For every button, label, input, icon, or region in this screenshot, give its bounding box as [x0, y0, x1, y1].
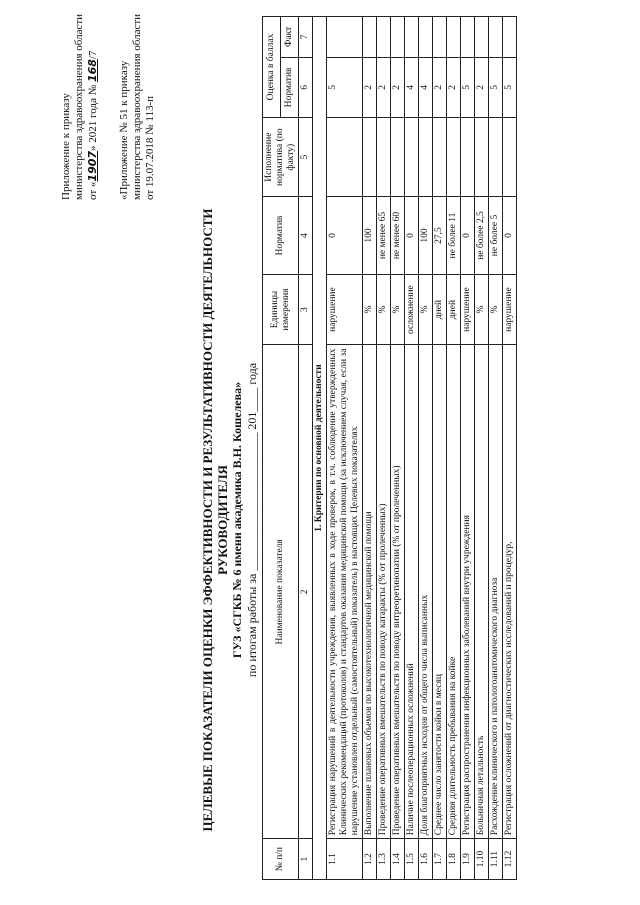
row-execution [475, 117, 489, 196]
row-score-norm: 2 [377, 57, 391, 117]
row-norm: 100 [419, 197, 433, 274]
prev-line-1: «Приложение № 51 к приказу [118, 60, 130, 200]
col-header-exec: Исполнение норматива (по факту) [263, 117, 299, 196]
row-score-norm: 5 [503, 57, 517, 117]
appendix-line-3 [86, 10, 100, 200]
col-number: 5 [299, 117, 313, 196]
row-number: 1.2 [363, 839, 377, 880]
row-indicator-name: Регистрация нарушений в деятельности учреждения, выявленных в ходе проверок, в т.ч. соблюдение утвержденных Клинических рекомендаций (протоколов) и стандартов оказания медицинской помощи (за исключением случая, если за нарушение установлен отдельный (самостоятельный) показатель) в настоящих Целевых показателях [327, 345, 363, 839]
row-execution [489, 117, 503, 196]
row-execution [461, 117, 475, 196]
row-score-norm: 2 [391, 57, 405, 117]
row-score-fact [419, 17, 433, 58]
row-unit: % [475, 274, 489, 345]
row-score-fact [433, 17, 447, 58]
indicators-table [262, 16, 517, 880]
col-header-num: № п/п [263, 839, 299, 880]
row-number: 1.12 [503, 839, 517, 880]
row-score-fact [405, 17, 419, 58]
row-execution [363, 117, 377, 196]
row-indicator-name: Среднее число занятости койки в месяц [433, 345, 447, 839]
col-header-norm: Норматив [263, 197, 299, 274]
row-execution [433, 117, 447, 196]
row-score-fact [377, 17, 391, 58]
row-score-norm: 5 [489, 57, 503, 117]
row-norm: не более 2,5 [475, 197, 489, 274]
header-row [263, 17, 281, 880]
row-unit: % [391, 274, 405, 345]
prev-line-2: министерства здравоохранения области [131, 13, 143, 200]
number-suffix: /7 [87, 50, 99, 60]
row-norm: 0 [503, 197, 517, 274]
row-execution [447, 117, 461, 196]
row-indicator-name: Расхождение клинического и патологоанатомического диагноза [489, 345, 503, 839]
table-row [363, 17, 377, 880]
row-norm: 0 [461, 197, 475, 274]
row-execution [391, 117, 405, 196]
row-score-fact [447, 17, 461, 58]
row-norm: 0 [327, 197, 363, 274]
row-number: 1.10 [475, 839, 489, 880]
row-execution [405, 117, 419, 196]
handwritten-number: 168 [86, 59, 99, 83]
row-execution [377, 117, 391, 196]
row-indicator-name: Больничная летальность [475, 345, 489, 839]
reporting-period: по итогам работы за _______________________ 201____ года [245, 362, 259, 678]
col-number: 2 [299, 345, 313, 839]
col-header-score-norm: Норматив [281, 57, 299, 117]
row-indicator-name: Наличие послеоперационных осложнений [405, 345, 419, 839]
row-score-fact [461, 17, 475, 58]
row-number: 1.5 [405, 839, 419, 880]
col-header-name: Наименование показателя [263, 345, 299, 839]
row-score-fact [489, 17, 503, 58]
date-prefix: от « [87, 181, 99, 200]
col-header-score: Оценка в баллах [263, 17, 281, 118]
row-unit: дней [447, 274, 461, 345]
row-unit: нарушение [461, 274, 475, 345]
col-header-score-fact: Факт [281, 17, 299, 58]
table-row [475, 17, 489, 880]
row-number: 1.9 [461, 839, 475, 880]
row-indicator-name: Регистрация осложнений от диагностических исследований и процедур, [503, 345, 517, 839]
row-indicator-name: Проведение оперативных вмешательств по поводу катаракты (% от пролеченных) [377, 345, 391, 839]
row-execution [419, 117, 433, 196]
row-number: 1.11 [489, 839, 503, 880]
section-title: 1. Критерии по основной деятельности [313, 17, 327, 880]
row-indicator-name: Средняя длительность пребывания на койке [447, 345, 461, 839]
table-row [433, 17, 447, 880]
row-indicator-name: Проведение оперативных вмешательств по поводу витреоретинопатии (% от пролеченных) [391, 345, 405, 839]
row-number: 1.7 [433, 839, 447, 880]
row-unit: нарушение [503, 274, 517, 345]
row-score-norm: 5 [461, 57, 475, 117]
row-unit: нарушение [327, 274, 363, 345]
handwritten-month: 07 [86, 150, 99, 167]
col-number: 4 [299, 197, 313, 274]
row-score-norm: 2 [475, 57, 489, 117]
row-unit: дней [433, 274, 447, 345]
prev-line-3: от 19.07.2018 № 113-п [144, 95, 156, 200]
row-unit: % [489, 274, 503, 345]
table-row [405, 17, 419, 880]
row-norm: не более 11 [447, 197, 461, 274]
row-score-norm: 2 [447, 57, 461, 117]
table-row [419, 17, 433, 880]
date-mid: » 2021 года № [87, 84, 99, 151]
row-number: 1.3 [377, 839, 391, 880]
row-number: 1.8 [447, 839, 461, 880]
row-indicator-name: Доля благоприятных исходов от общего числа выписанных [419, 345, 433, 839]
col-number: 1 [299, 839, 313, 880]
row-score-fact [327, 17, 363, 58]
row-norm: 27,5 [433, 197, 447, 274]
row-norm: 100 [363, 197, 377, 274]
row-score-fact [503, 17, 517, 58]
table-row [391, 17, 405, 880]
rotated-sheet [30, 0, 610, 890]
row-score-fact [475, 17, 489, 58]
section-row [313, 17, 327, 880]
row-norm: 0 [405, 197, 419, 274]
row-indicator-name: Выполнение плановых объемов по высокотехнологичной медицинской помощи [363, 345, 377, 839]
row-unit: % [363, 274, 377, 345]
row-number: 1.4 [391, 839, 405, 880]
previous-appendix-header [118, 10, 157, 200]
row-score-norm: 2 [363, 57, 377, 117]
row-norm: не менее 60 [391, 197, 405, 274]
order-appendix-header [60, 10, 100, 200]
row-score-norm: 5 [327, 57, 363, 117]
table-row [377, 17, 391, 880]
row-score-norm: 4 [405, 57, 419, 117]
row-number: 1.6 [419, 839, 433, 880]
column-numbers-row [299, 17, 313, 880]
col-number: 6 [299, 57, 313, 117]
row-unit: осложнение [405, 274, 419, 345]
institution-name: ГУЗ «СГКБ № 6 имени академика В.Н. Кошелева» [230, 381, 244, 659]
row-score-fact [391, 17, 405, 58]
row-norm: не более 5 [489, 197, 503, 274]
table-row [503, 17, 517, 880]
row-norm: не менее 65 [377, 197, 391, 274]
document-title: ЦЕЛЕВЫЕ ПОКАЗАТЕЛИ ОЦЕНКИ ЭФФЕКТИВНОСТИ И РЕЗУЛЬТАТИВНОСТИ ДЕЯТЕЛЬНОСТИ РУКОВОДИТЕЛЯ [200, 208, 230, 832]
document-title-block [200, 190, 260, 850]
row-score-norm: 2 [433, 57, 447, 117]
row-indicator-name: Регистрация распространения инфекционных заболеваний внутри учреждения [461, 345, 475, 839]
row-execution [327, 117, 363, 196]
col-number: 7 [299, 17, 313, 58]
table-row [489, 17, 503, 880]
table-row [327, 17, 363, 880]
row-unit: % [377, 274, 391, 345]
row-unit: % [419, 274, 433, 345]
row-execution [503, 117, 517, 196]
row-score-norm: 4 [419, 57, 433, 117]
row-number: 1.1 [327, 839, 363, 880]
row-score-fact [363, 17, 377, 58]
handwritten-day: 19 [86, 166, 99, 182]
table-row [447, 17, 461, 880]
appendix-line-2: министерства здравоохранения области [73, 13, 85, 200]
col-header-unit: Единицы измерения [263, 274, 299, 345]
col-number: 3 [299, 274, 313, 345]
table-row [461, 17, 475, 880]
appendix-line-1: Приложение к приказу [60, 93, 72, 200]
